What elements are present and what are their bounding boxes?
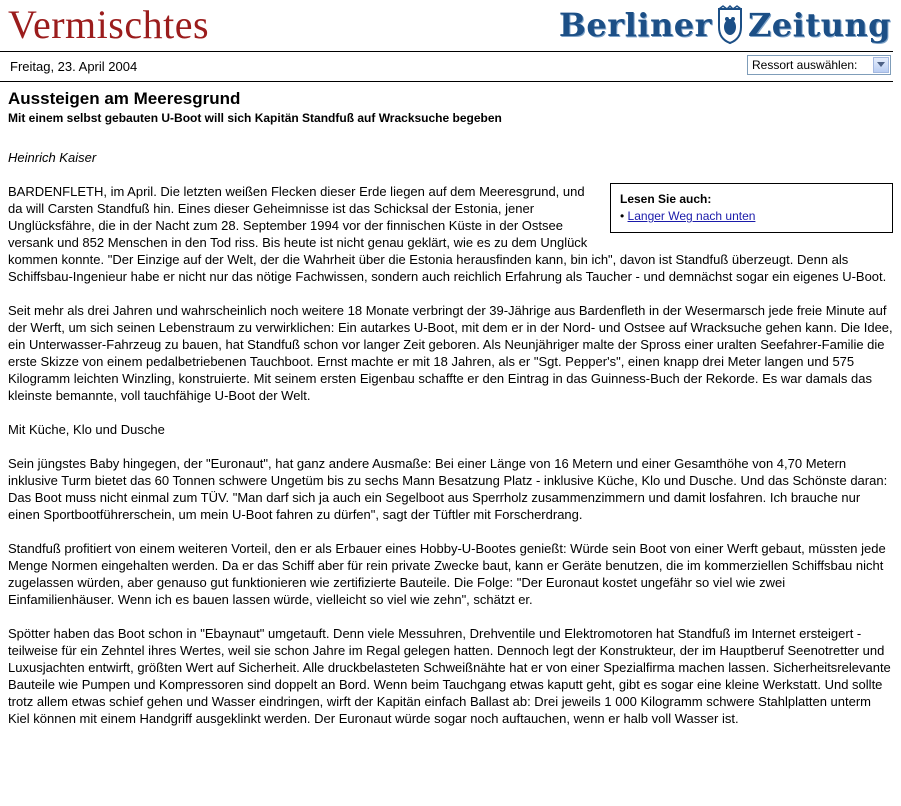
related-article-item [620, 208, 883, 225]
article-author: Heinrich Kaiser [8, 150, 97, 165]
article-headline: Aussteigen am Meeresgrund [8, 89, 241, 108]
date-bar [0, 52, 893, 80]
related-articles-box [610, 183, 893, 233]
header-divider-bottom [0, 81, 893, 82]
article-paragraph: Standfuß profitiert von einem weiteren Vorteil, den er als Erbauer eines Hobby-U-Bootes genießt: Würde sein Boot von einer Werft gebaut, müssten jede Menge Normen eingehalten werden. Da er das Schiff aber für rein private Zwecke baut, kann er Geräte benutzen, die im kommerziellen Schiffsbau nicht zugelassen würden, aber genauso gut funktionieren wie zertifizierte Bauteile. Die Folge: "Der Euronaut kostet ungefähr so viel wie zwei Einfamilienhäuser. Wenn ich es bauen lassen würde, vielleicht so viel wie zehn", schätzt er. [8, 541, 886, 607]
ressort-select[interactable] [747, 55, 891, 75]
bullet: • [620, 209, 625, 223]
article-body [8, 183, 893, 744]
article-subhead: Mit einem selbst gebauten U-Boot will sich Kapitän Standfuß auf Wracksuche begeben [8, 111, 502, 125]
logo-word-right: Zeitung [747, 6, 891, 44]
issue-date: Freitag, 23. April 2004 [10, 59, 138, 74]
logo-word-left: Berliner [558, 6, 712, 44]
bear-crest-icon [716, 5, 744, 45]
article-intertitle: Mit Küche, Klo und Dusche [8, 422, 165, 437]
related-articles-title: Lesen Sie auch: [620, 192, 712, 206]
article-paragraph: Spötter haben das Boot schon in "Ebaynaut" umgetauft. Denn viele Messuhren, Drehventile und Elektromotoren hat Standfuß im Internet ersteigert - teilweise für ein Zehntel ihres Wertes, weil sie schon Jahre im Regal gelegen hatten. Dennoch legt der Konstrukteur, der im Hauptberuf Seenotretter und Luxusjachten entwirft, größten Wert auf Sicherheit. Alle druckbelasteten Schweißnähte hat er von einer Spezialfirma machen lassen. Sicherheitsrelevante Bauteile wie Pumpen und Kompressoren sind doppelt an Bord. Wenn beim Tauchgang etwas kaputt geht, gibt es sogar eine kleine Werkstatt. Und sollte trotz allem etwas schief gehen und Wasser eindringen, wirft der Kapitän einfach Ballast ab: Drei jeweils 1 000 Kilogramm schwere Stahlplatten unterm Kiel können mit einem Handgriff ausgeklinkt werden. Der Euronaut würde sogar noch auftauchen, wenn er halb voll Wasser ist. [8, 626, 891, 726]
masthead [0, 0, 901, 50]
chevron-down-icon [877, 62, 885, 68]
article-paragraph: Seit mehr als drei Jahren und wahrscheinlich noch weitere 18 Monate verbringt der 39-Jährige aus Bardenfleth in der Wesermarsch jede freie Minute auf der Werft, um sich seinen Lebenstraum zu verwirklichen: Ein autarkes U-Boot, mit dem er in der Nord- und Ostsee auf Wracksuche gehen kann. Die Idee, ein Unterwasser-Fahrzeug zu bauen, hat Standfuß schon vor langer Zeit geboren. Als Neunjähriger malte der Spross einer uralten Seefahrer-Familie die erste Skizze von einem pedalbetriebenen Tauchboot. Ernst machte er mit 18 Jahren, als er "Sgt. Pepper's", einen knapp drei Meter langen und 575 Kilogramm leichten Winzling, konstruierte. Mit seinem ersten Eigenbau schaffte er den Eintrag in das Guinness-Buch der Rekorde. Es war damals das kleinste bemannte, voll tauchfähige U-Boot der Welt. [8, 303, 893, 403]
ressort-select-value: Ressort auswählen: [752, 58, 858, 72]
article-paragraph: Sein jüngstes Baby hingegen, der "Euronaut", hat ganz andere Ausmaße: Bei einer Länge von 16 Metern und einer Gesamthöhe von 4,70 Metern inklusive Turm bietet das 60 Tonnen schwere Ungetüm bis zu sechs Mann Besatzung Platz - inklusive Küche, Klo und Dusche. Und das Schönste daran: Das Boot muss nicht einmal zum TÜV. "Man darf sich ja auch ein Segelboot aus Sperrholz zusammenzimmern und damit losfahren. Ich brauche nur einen Sportbootführerschein, um mein U-Boot fahren zu dürfen", sagt der Tüftler mit Forscherdrang. [8, 456, 888, 522]
article-paragraph: BARDENFLETH, im April. Die letzten weißen Flecken dieser Erde liegen auf dem Meeresgrund, und da will Carsten Standfuß hin. Eines dieser Geheimnisse ist das Schicksal der Estonia, jener Unglücksfähre, die in der Nacht zum 28. September 1994 vor der finnischen Küste in der Ostsee versank und 852 Menschen in den Tod riss. Bis heute ist nicht genau geklärt, wie es zu dem Unglück kommen konnte. "Der Einzige auf der Welt, der die Wahrheit über die Estonia herausfinden kann, bin ich", davon ist Standfuß überzeugt. Denn als Schiffsbau-Ingenieur habe er nicht nur das nötige Fachwissen, sondern auch reichlich Erfahrung als Taucher - und demnächst sogar ein eigenes U-Boot. [8, 184, 887, 284]
related-article-link[interactable]: Langer Weg nach unten [627, 209, 756, 223]
newspaper-logo[interactable] [559, 2, 891, 48]
section-title: Vermischtes [8, 2, 210, 47]
ressort-dropdown-button[interactable] [873, 57, 889, 73]
